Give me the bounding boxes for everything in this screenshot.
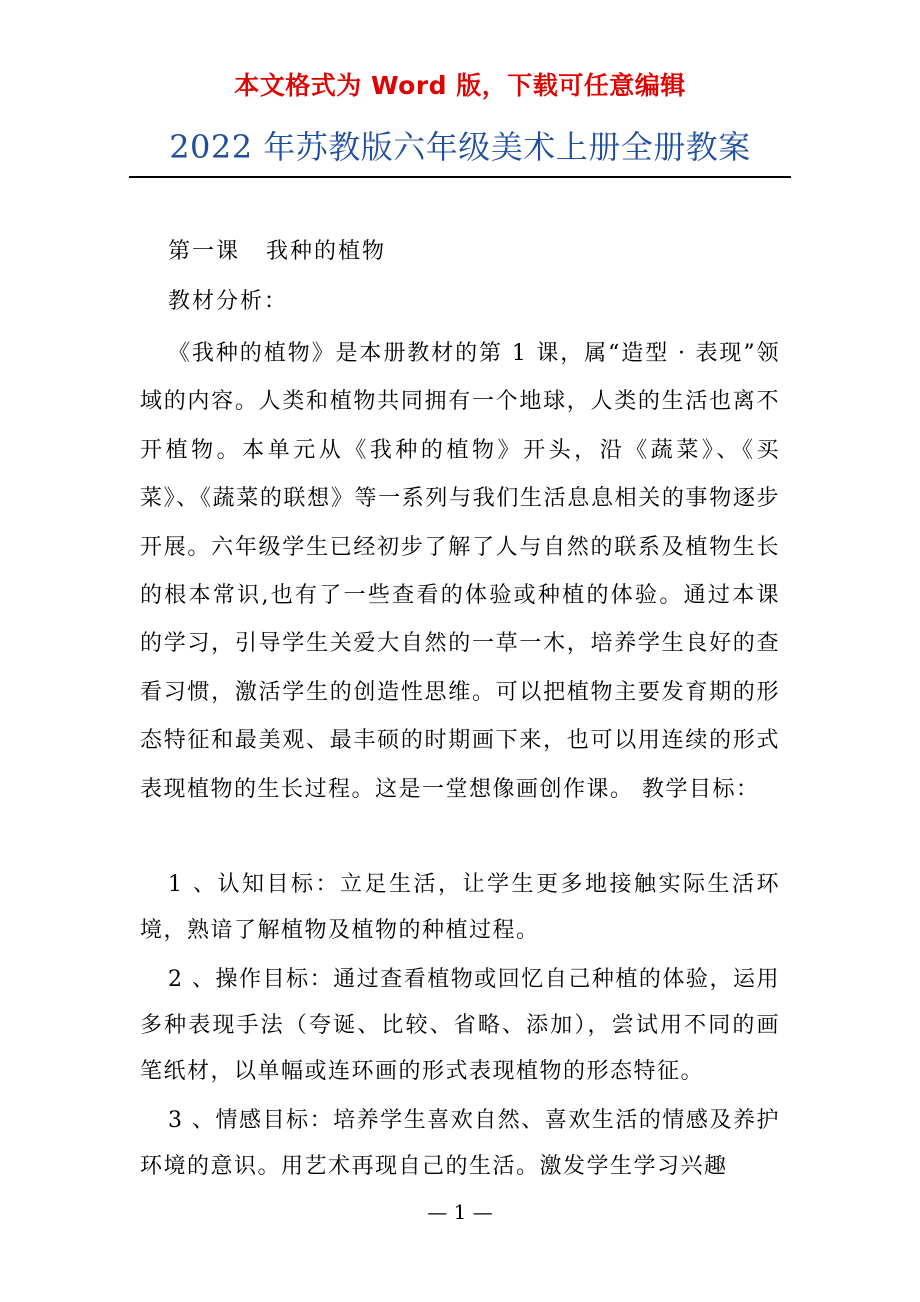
page-number: — 1 — (427, 1200, 493, 1224)
paragraph-goal-cognitive: 1 、认知目标：立足生活，让学生更多地接触实际生活环境，熟谙了解植物及植物的种植过程。 (140, 872, 780, 943)
format-notice: 本文格式为 Word 版，下载可任意编辑 (234, 71, 686, 100)
title-divider (129, 176, 791, 178)
paragraph-analysis: 《我种的植物》是本册教材的第 1 课，属“造型 · 表现”领域的内容。人类和植物共同拥有一个地球，人类的生活也离不开植物。本单元从《我种的植物》开头，沿《蔬菜》、《买菜》、《蔬菜的联想》等一系列与我们生活息息相关的事物逐步开展。六年级学生已经初步了解了人与自然的联系及植物生长的根本常识,也有了一些查看的体验或种植的体验。通过本课的学习，引导学生关爱大自然的一草一木，培养学生良好的查看习惯，激活学生的创造性思维。可以把植物主要发育期的形态特征和最美观、最丰硕的时期画下来，也可以用连续的形式表现植物的生长过程。这是一堂想像画创作课。 教学目标： (140, 341, 780, 802)
section-label: 教材分析： (168, 289, 289, 314)
paragraph-goal-emotion: 3 、情感目标：培养学生喜欢自然、喜欢生活的情感及养护环境的意识。用艺术再现自己的生活。激发学生学习兴趣 (140, 1108, 780, 1179)
lesson-number: 第一课 (168, 239, 241, 264)
document-title: 2022 年苏教版六年级美术上册全册教案 (169, 128, 751, 166)
lesson-title: 我种的植物 (266, 239, 387, 264)
paragraph-goal-operation: 2 、操作目标：通过查看植物或回忆自己种植的体验，运用多种表现手法（夸诞、比较、省略、添加），尝试用不同的画笔纸材，以单幅或连环画的形式表现植物的形态特征。 (140, 967, 780, 1084)
lesson-heading (168, 232, 808, 272)
